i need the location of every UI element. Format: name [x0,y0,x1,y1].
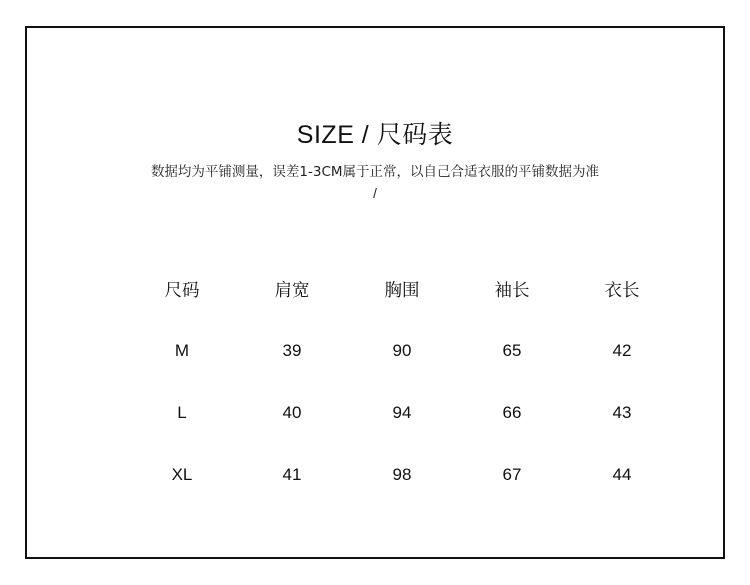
cell-size-xl: XL [171,465,193,484]
measurement-note-line-2: / [373,186,377,201]
cell-sleeve-l: 66 [502,403,522,422]
chart-content [27,28,723,557]
table-header-row [127,258,677,320]
cell-length-m: 42 [612,341,632,360]
page-title: SIZE / 尺码表 [296,121,454,149]
cell-sleeve-m: 65 [502,341,522,360]
measurement-note-line-1: 数据均为平铺测量，误差1-3CM属于正常，以自己合适衣服的平铺数据为准 [150,164,600,180]
cell-shoulder-l: 40 [282,403,302,422]
size-table [127,258,677,506]
cell-bust-m: 90 [392,341,412,360]
cell-shoulder-xl: 41 [282,465,302,484]
cell-length-l: 43 [612,403,632,422]
table-row [127,320,677,382]
chart-border-frame [25,26,725,559]
cell-size-m: M [174,341,190,360]
column-header-shoulder: 肩宽 [274,280,310,301]
cell-bust-l: 94 [392,403,412,422]
column-header-size: 尺码 [164,280,200,301]
cell-bust-xl: 98 [392,465,412,484]
cell-length-xl: 44 [612,465,632,484]
table-row [127,382,677,444]
column-header-sleeve: 袖长 [494,280,530,301]
column-header-bust: 胸围 [384,280,420,301]
cell-size-l: L [177,403,187,422]
cell-shoulder-m: 39 [282,341,302,360]
table-row [127,444,677,506]
column-header-length: 衣长 [604,280,640,301]
cell-sleeve-xl: 67 [502,465,522,484]
